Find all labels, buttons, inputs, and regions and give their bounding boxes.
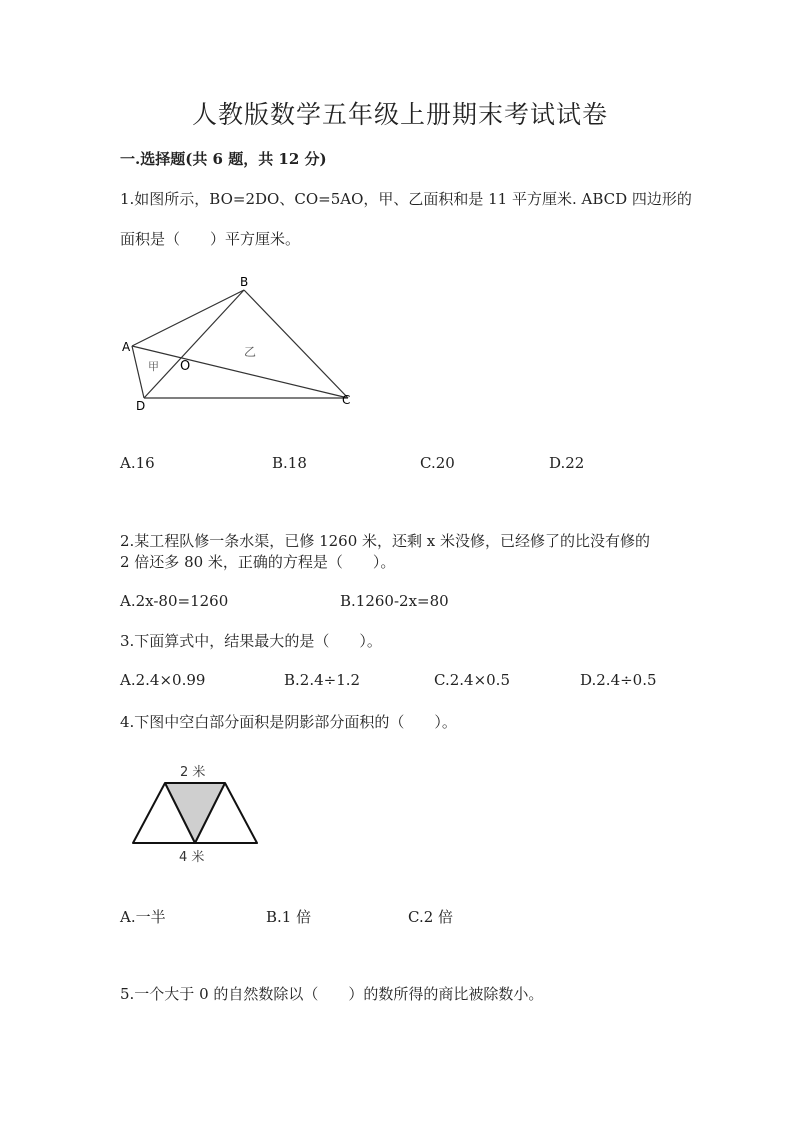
question-1-option-d[interactable]: D.22	[549, 454, 585, 472]
shaded-triangle	[165, 783, 225, 843]
edge-ab	[132, 290, 244, 346]
question-1-option-a[interactable]: A.16	[120, 454, 155, 472]
page-title: 人教版数学五年级上册期末考试试卷	[191, 100, 608, 129]
label-jia: 甲	[148, 360, 159, 373]
question-4-line-1: 4.下图中空白部分面积是阴影部分面积的（ ）。	[120, 713, 457, 731]
top-length-label: 2 米	[180, 765, 206, 780]
bottom-length-label: 4 米	[179, 850, 205, 865]
edge-bc	[244, 290, 348, 398]
question-4-option-b[interactable]: B.1 倍	[266, 908, 312, 926]
diagonal-ac	[132, 346, 348, 398]
question-2-line-2: 2 倍还多 80 米，正确的方程是（ ）。	[120, 553, 396, 571]
question-3-option-d[interactable]: D.2.4÷0.5	[580, 671, 657, 689]
question-5-line-1: 5.一个大于 0 的自然数除以（ ）的数所得的商比被除数小。	[120, 985, 544, 1003]
label-yi: 乙	[244, 345, 257, 359]
question-4-option-a[interactable]: A.一半	[120, 908, 166, 926]
question-3-line-1: 3.下面算式中，结果最大的是（ ）。	[120, 632, 382, 650]
label-a: A	[122, 340, 131, 354]
section-heading: 一.选择题(共 6 题，共 12 分)	[120, 150, 327, 168]
diagonal-bd	[144, 290, 244, 398]
trapezoid-figure	[125, 758, 265, 868]
question-1-line-1: 1.如图所示，BO=2DO、CO=5AO，甲、乙面积和是 11 平方厘米. ABCD 四边形的	[120, 190, 692, 208]
label-b: B	[240, 275, 249, 289]
question-1-option-c[interactable]: C.20	[420, 454, 455, 472]
question-3-option-a[interactable]: A.2.4×0.99	[120, 671, 206, 689]
edge-da	[132, 346, 144, 398]
question-2-option-a[interactable]: A.2x-80=1260	[120, 592, 229, 610]
label-o: O	[180, 359, 191, 374]
question-4-option-c[interactable]: C.2 倍	[408, 908, 454, 926]
question-1-line-2: 面积是（ ）平方厘米。	[120, 230, 301, 248]
label-d: D	[136, 399, 146, 413]
label-c: C	[342, 393, 351, 407]
question-2-option-b[interactable]: B.1260-2x=80	[340, 592, 449, 610]
question-3-option-c[interactable]: C.2.4×0.5	[434, 671, 510, 689]
question-1-option-b[interactable]: B.18	[272, 454, 307, 472]
question-2-line-1: 2.某工程队修一条水渠，已修 1260 米，还剩 x 米没修，已经修了的比没有修的	[120, 532, 651, 550]
question-3-option-b[interactable]: B.2.4÷1.2	[284, 671, 361, 689]
quadrilateral-figure	[110, 270, 370, 420]
